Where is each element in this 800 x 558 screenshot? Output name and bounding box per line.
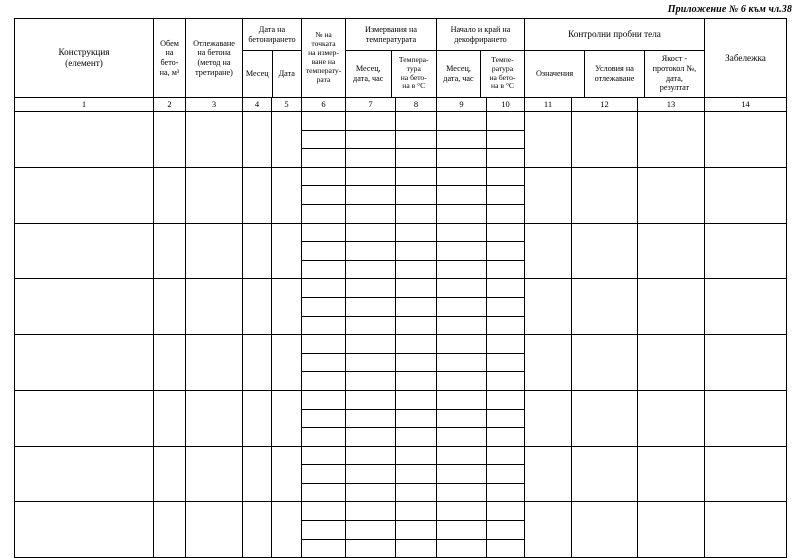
cell-col-7[interactable]: [346, 465, 396, 484]
cell-col-9[interactable]: [437, 223, 487, 242]
header-strength-line3: дата,: [665, 73, 683, 83]
cell-col-2[interactable]: [154, 335, 186, 391]
cell-col-6[interactable]: [302, 242, 346, 261]
cell-col-13[interactable]: [638, 446, 705, 502]
cell-col-14[interactable]: [705, 167, 787, 223]
cell-col-5[interactable]: [272, 167, 302, 223]
cell-col-2[interactable]: [154, 390, 186, 446]
cell-col-9[interactable]: [437, 465, 487, 484]
cell-col-4[interactable]: [243, 390, 272, 446]
cell-col-8[interactable]: [396, 297, 437, 316]
cell-col-9[interactable]: [437, 130, 487, 149]
cell-col-14[interactable]: [705, 112, 787, 168]
cell-col-5[interactable]: [272, 446, 302, 502]
cell-col-2[interactable]: [154, 279, 186, 335]
cell-col-12[interactable]: [572, 502, 638, 558]
cell-col-8[interactable]: [396, 539, 437, 558]
cell-col-7[interactable]: [346, 539, 396, 558]
header-temp-conc-line4: на в °С: [402, 81, 426, 91]
cell-col-6[interactable]: [302, 409, 346, 428]
cell-col-2[interactable]: [154, 167, 186, 223]
cell-col-9[interactable]: [437, 390, 487, 409]
cell-col-13[interactable]: [638, 167, 705, 223]
header-note: Забележка: [705, 19, 787, 98]
cell-col-12[interactable]: [572, 279, 638, 335]
col-num-2: 2: [154, 98, 186, 112]
header-point-line5: температу-: [305, 65, 342, 75]
cell-col-6[interactable]: [302, 502, 346, 521]
cell-col-8[interactable]: [396, 372, 437, 391]
cell-col-4[interactable]: [243, 167, 272, 223]
cell-col-12[interactable]: [572, 335, 638, 391]
cell-col-6[interactable]: [302, 204, 346, 223]
cell-col-6[interactable]: [302, 521, 346, 540]
header-point-line2: точката: [311, 39, 336, 49]
header-concreting-date-group: [243, 19, 302, 98]
col-num-14: 14: [705, 98, 787, 112]
cell-col-8[interactable]: [396, 223, 437, 242]
header-volume-line4: на, м³: [159, 67, 180, 77]
header-md-hour2-line1: Месец,: [446, 63, 471, 73]
cell-col-9[interactable]: [437, 502, 487, 521]
col-num-5: 5: [272, 98, 302, 112]
cell-col-10[interactable]: [487, 279, 525, 298]
cell-col-11[interactable]: [525, 223, 572, 279]
cell-col-10[interactable]: [487, 242, 525, 261]
cell-col-9[interactable]: [437, 186, 487, 205]
cell-col-3[interactable]: [186, 223, 243, 279]
col-num-12: 12: [572, 98, 638, 112]
header-concreting-line1: Дата на: [258, 24, 286, 34]
cell-col-9[interactable]: [437, 372, 487, 391]
header-curing-line1: Отлежаване: [193, 38, 235, 48]
cell-col-2[interactable]: [154, 446, 186, 502]
cell-col-9[interactable]: [437, 149, 487, 168]
header-month: Месец: [245, 68, 269, 78]
cell-col-6[interactable]: [302, 390, 346, 409]
cell-col-2[interactable]: [154, 223, 186, 279]
header-volume-line1: Обем: [160, 38, 179, 48]
cell-col-14[interactable]: [705, 502, 787, 558]
cell-col-6[interactable]: [302, 316, 346, 335]
cell-col-7[interactable]: [346, 372, 396, 391]
cell-col-7[interactable]: [346, 204, 396, 223]
cell-col-7[interactable]: [346, 223, 396, 242]
col-num-13: 13: [638, 98, 705, 112]
table-row[interactable]: [15, 335, 787, 354]
cell-col-8[interactable]: [396, 409, 437, 428]
cell-col-2[interactable]: [154, 502, 186, 558]
header-curing-line3: (метод на: [197, 58, 231, 67]
cell-col-9[interactable]: [437, 521, 487, 540]
header-temp-conc2-line3: на бето-: [489, 72, 516, 82]
cell-col-9[interactable]: [437, 112, 487, 131]
header-volume-line3: бето-: [160, 58, 179, 67]
header-temp-conc2-line2: ратура: [491, 63, 514, 73]
header-temp-conc2-line1: Темпе-: [491, 54, 514, 64]
cell-col-10[interactable]: [487, 112, 525, 131]
cell-col-4[interactable]: [243, 112, 272, 168]
cell-col-8[interactable]: [396, 242, 437, 261]
cell-col-11[interactable]: [525, 279, 572, 335]
cell-col-10[interactable]: [487, 521, 525, 540]
cell-col-6[interactable]: [302, 446, 346, 465]
cell-col-10[interactable]: [487, 409, 525, 428]
cell-col-8[interactable]: [396, 186, 437, 205]
cell-col-1[interactable]: [15, 390, 154, 446]
cell-col-6[interactable]: [302, 130, 346, 149]
cell-col-7[interactable]: [346, 242, 396, 261]
header-point-line4: ване на: [311, 57, 336, 66]
cell-col-4[interactable]: [243, 223, 272, 279]
table-row[interactable]: [15, 223, 787, 242]
cell-col-6[interactable]: [302, 167, 346, 186]
cell-col-10[interactable]: [487, 316, 525, 335]
cell-col-8[interactable]: [396, 130, 437, 149]
header-curing-line2: на бетона: [197, 48, 231, 58]
cell-col-11[interactable]: [525, 502, 572, 558]
cell-col-13[interactable]: [638, 502, 705, 558]
header-conditions-line2: отлежаване: [594, 73, 635, 83]
cell-col-12[interactable]: [572, 390, 638, 446]
cell-col-6[interactable]: [302, 186, 346, 205]
cell-col-6[interactable]: [302, 112, 346, 131]
header-day: Дата: [278, 68, 295, 78]
header-md-hour2-line2: дата, час: [443, 73, 474, 83]
header-construction-line1: Конструкция: [58, 47, 110, 58]
concrete-log-table: [14, 18, 787, 558]
header-concreting-line2: бетонирането: [248, 34, 296, 44]
cell-col-6[interactable]: [302, 260, 346, 279]
header-curing-line4: третиране): [195, 67, 233, 77]
header-samples: Контролни пробни тела: [568, 29, 661, 40]
cell-col-3[interactable]: [186, 335, 243, 391]
header-formwork-removal-group: [437, 19, 525, 98]
cell-col-8[interactable]: [396, 446, 437, 465]
table-body: [15, 112, 787, 558]
cell-col-2[interactable]: [154, 112, 186, 168]
cell-col-1[interactable]: [15, 167, 154, 223]
cell-col-14[interactable]: [705, 279, 787, 335]
cell-col-7[interactable]: [346, 279, 396, 298]
cell-col-14[interactable]: [705, 335, 787, 391]
cell-col-7[interactable]: [346, 390, 396, 409]
cell-col-9[interactable]: [437, 167, 487, 186]
header-md-hour-line1: Месец,: [355, 63, 381, 73]
cell-col-9[interactable]: [437, 539, 487, 558]
cell-col-12[interactable]: [572, 167, 638, 223]
cell-col-8[interactable]: [396, 428, 437, 447]
cell-col-9[interactable]: [437, 428, 487, 447]
cell-col-9[interactable]: [437, 409, 487, 428]
cell-col-10[interactable]: [487, 483, 525, 502]
cell-col-8[interactable]: [396, 483, 437, 502]
cell-col-12[interactable]: [572, 112, 638, 168]
cell-col-10[interactable]: [487, 539, 525, 558]
cell-col-7[interactable]: [346, 502, 396, 521]
cell-col-8[interactable]: [396, 502, 437, 521]
cell-col-1[interactable]: [15, 112, 154, 168]
cell-col-3[interactable]: [186, 112, 243, 168]
cell-col-6[interactable]: [302, 353, 346, 372]
cell-col-4[interactable]: [243, 446, 272, 502]
cell-col-14[interactable]: [705, 446, 787, 502]
cell-col-5[interactable]: [272, 390, 302, 446]
header-curing-method: [186, 19, 243, 98]
cell-col-11[interactable]: [525, 446, 572, 502]
cell-col-5[interactable]: [272, 502, 302, 558]
header-measure-point: [302, 19, 346, 98]
cell-col-3[interactable]: [186, 446, 243, 502]
cell-col-9[interactable]: [437, 297, 487, 316]
cell-col-9[interactable]: [437, 279, 487, 298]
header-temp-conc-line2: тура: [406, 63, 421, 73]
cell-col-10[interactable]: [487, 297, 525, 316]
cell-col-7[interactable]: [346, 521, 396, 540]
cell-col-10[interactable]: [487, 390, 525, 409]
cell-col-10[interactable]: [487, 204, 525, 223]
cell-col-10[interactable]: [487, 186, 525, 205]
cell-col-8[interactable]: [396, 353, 437, 372]
cell-col-8[interactable]: [396, 316, 437, 335]
col-num-7: 7: [346, 98, 396, 112]
cell-col-9[interactable]: [437, 316, 487, 335]
cell-col-11[interactable]: [525, 335, 572, 391]
cell-col-1[interactable]: [15, 279, 154, 335]
cell-col-7[interactable]: [346, 446, 396, 465]
cell-col-8[interactable]: [396, 521, 437, 540]
cell-col-8[interactable]: [396, 465, 437, 484]
cell-col-12[interactable]: [572, 446, 638, 502]
cell-col-6[interactable]: [302, 223, 346, 242]
cell-col-14[interactable]: [705, 223, 787, 279]
appendix-reference: Приложение № 6 към чл.38: [667, 4, 792, 15]
cell-col-9[interactable]: [437, 260, 487, 279]
cell-col-10[interactable]: [487, 260, 525, 279]
cell-col-5[interactable]: [272, 335, 302, 391]
cell-col-5[interactable]: [272, 279, 302, 335]
cell-col-6[interactable]: [302, 372, 346, 391]
header-conditions-line1: Условия на: [595, 63, 634, 73]
table-row[interactable]: [15, 502, 787, 521]
cell-col-1[interactable]: [15, 502, 154, 558]
cell-col-13[interactable]: [638, 335, 705, 391]
col-num-4: 4: [243, 98, 272, 112]
cell-col-6[interactable]: [302, 428, 346, 447]
cell-col-8[interactable]: [396, 204, 437, 223]
col-num-8: 8: [396, 98, 437, 112]
cell-col-14[interactable]: [705, 390, 787, 446]
col-num-9: 9: [437, 98, 487, 112]
cell-col-4[interactable]: [243, 279, 272, 335]
cell-col-10[interactable]: [487, 372, 525, 391]
cell-col-7[interactable]: [346, 167, 396, 186]
cell-col-8[interactable]: [396, 260, 437, 279]
header-temperature-measurements-group: [346, 19, 437, 98]
cell-col-10[interactable]: [487, 223, 525, 242]
cell-col-10[interactable]: [487, 167, 525, 186]
cell-col-8[interactable]: [396, 279, 437, 298]
cell-col-6[interactable]: [302, 335, 346, 354]
cell-col-13[interactable]: [638, 279, 705, 335]
header-strength-line2: протокол №,: [652, 63, 697, 73]
column-number-row: [15, 98, 787, 112]
cell-col-10[interactable]: [487, 502, 525, 521]
cell-col-5[interactable]: [272, 223, 302, 279]
cell-col-7[interactable]: [346, 409, 396, 428]
cell-col-9[interactable]: [437, 353, 487, 372]
cell-col-13[interactable]: [638, 112, 705, 168]
cell-col-7[interactable]: [346, 353, 396, 372]
header-strength-line4: резултат: [659, 83, 690, 93]
header-temp-meas-line2: температурата: [365, 34, 417, 44]
cell-col-8[interactable]: [396, 390, 437, 409]
header-formwork-line2: декофрирането: [454, 34, 507, 44]
cell-col-13[interactable]: [638, 390, 705, 446]
header-marks: Означения: [536, 68, 574, 78]
cell-col-9[interactable]: [437, 446, 487, 465]
header-construction-line2: (елемент): [65, 58, 103, 68]
cell-col-10[interactable]: [487, 149, 525, 168]
cell-col-10[interactable]: [487, 335, 525, 354]
cell-col-9[interactable]: [437, 483, 487, 502]
cell-col-8[interactable]: [396, 335, 437, 354]
header-temp-meas-line1: Измервания на: [365, 24, 417, 34]
cell-col-9[interactable]: [437, 335, 487, 354]
header-temp-conc-line1: Темпера-: [398, 54, 429, 64]
table-header-row: [15, 19, 787, 98]
cell-col-7[interactable]: [346, 149, 396, 168]
table-row[interactable]: [15, 112, 787, 131]
cell-col-6[interactable]: [302, 297, 346, 316]
col-num-11: 11: [525, 98, 572, 112]
header-formwork-line1: Начало и край на: [450, 24, 511, 34]
cell-col-9[interactable]: [437, 242, 487, 261]
cell-col-10[interactable]: [487, 465, 525, 484]
header-temp-conc-line3: на бето-: [400, 72, 427, 82]
cell-col-1[interactable]: [15, 446, 154, 502]
cell-col-6[interactable]: [302, 465, 346, 484]
cell-col-1[interactable]: [15, 335, 154, 391]
cell-col-13[interactable]: [638, 223, 705, 279]
cell-col-3[interactable]: [186, 279, 243, 335]
table-row[interactable]: [15, 446, 787, 465]
cell-col-10[interactable]: [487, 428, 525, 447]
cell-col-12[interactable]: [572, 223, 638, 279]
cell-col-7[interactable]: [346, 260, 396, 279]
header-temp-conc2-line4: на в °С: [491, 81, 514, 91]
cell-col-8[interactable]: [396, 167, 437, 186]
table-row[interactable]: [15, 279, 787, 298]
cell-col-6[interactable]: [302, 539, 346, 558]
table-row[interactable]: [15, 167, 787, 186]
cell-col-7[interactable]: [346, 483, 396, 502]
header-point-line6: рата: [316, 74, 331, 84]
cell-col-6[interactable]: [302, 279, 346, 298]
cell-col-11[interactable]: [525, 167, 572, 223]
cell-col-7[interactable]: [346, 297, 396, 316]
cell-col-9[interactable]: [437, 204, 487, 223]
col-num-3: 3: [186, 98, 243, 112]
header-point-line1: № на: [315, 30, 332, 40]
cell-col-11[interactable]: [525, 112, 572, 168]
header-construction: [15, 19, 154, 98]
cell-col-3[interactable]: [186, 502, 243, 558]
cell-col-7[interactable]: [346, 428, 396, 447]
cell-col-3[interactable]: [186, 167, 243, 223]
cell-col-1[interactable]: [15, 223, 154, 279]
cell-col-7[interactable]: [346, 130, 396, 149]
cell-col-6[interactable]: [302, 149, 346, 168]
cell-col-6[interactable]: [302, 483, 346, 502]
cell-col-10[interactable]: [487, 353, 525, 372]
cell-col-7[interactable]: [346, 186, 396, 205]
header-concrete-volume: [154, 19, 186, 98]
col-num-6: 6: [302, 98, 346, 112]
cell-col-10[interactable]: [487, 130, 525, 149]
header-point-line3: на измер-: [308, 48, 339, 58]
cell-col-4[interactable]: [243, 502, 272, 558]
cell-col-10[interactable]: [487, 446, 525, 465]
cell-col-7[interactable]: [346, 335, 396, 354]
cell-col-8[interactable]: [396, 149, 437, 168]
header-control-samples-group: [525, 19, 705, 98]
cell-col-11[interactable]: [525, 390, 572, 446]
cell-col-5[interactable]: [272, 112, 302, 168]
cell-col-4[interactable]: [243, 335, 272, 391]
header-md-hour-line2: дата, час: [353, 73, 384, 83]
cell-col-8[interactable]: [396, 112, 437, 131]
cell-col-3[interactable]: [186, 390, 243, 446]
cell-col-7[interactable]: [346, 316, 396, 335]
col-num-1: 1: [15, 98, 154, 112]
header-volume-line2: на: [165, 48, 174, 58]
header-strength-line1: Якост -: [661, 54, 688, 64]
cell-col-7[interactable]: [346, 112, 396, 131]
table-row[interactable]: [15, 390, 787, 409]
col-num-10: 10: [487, 98, 525, 112]
